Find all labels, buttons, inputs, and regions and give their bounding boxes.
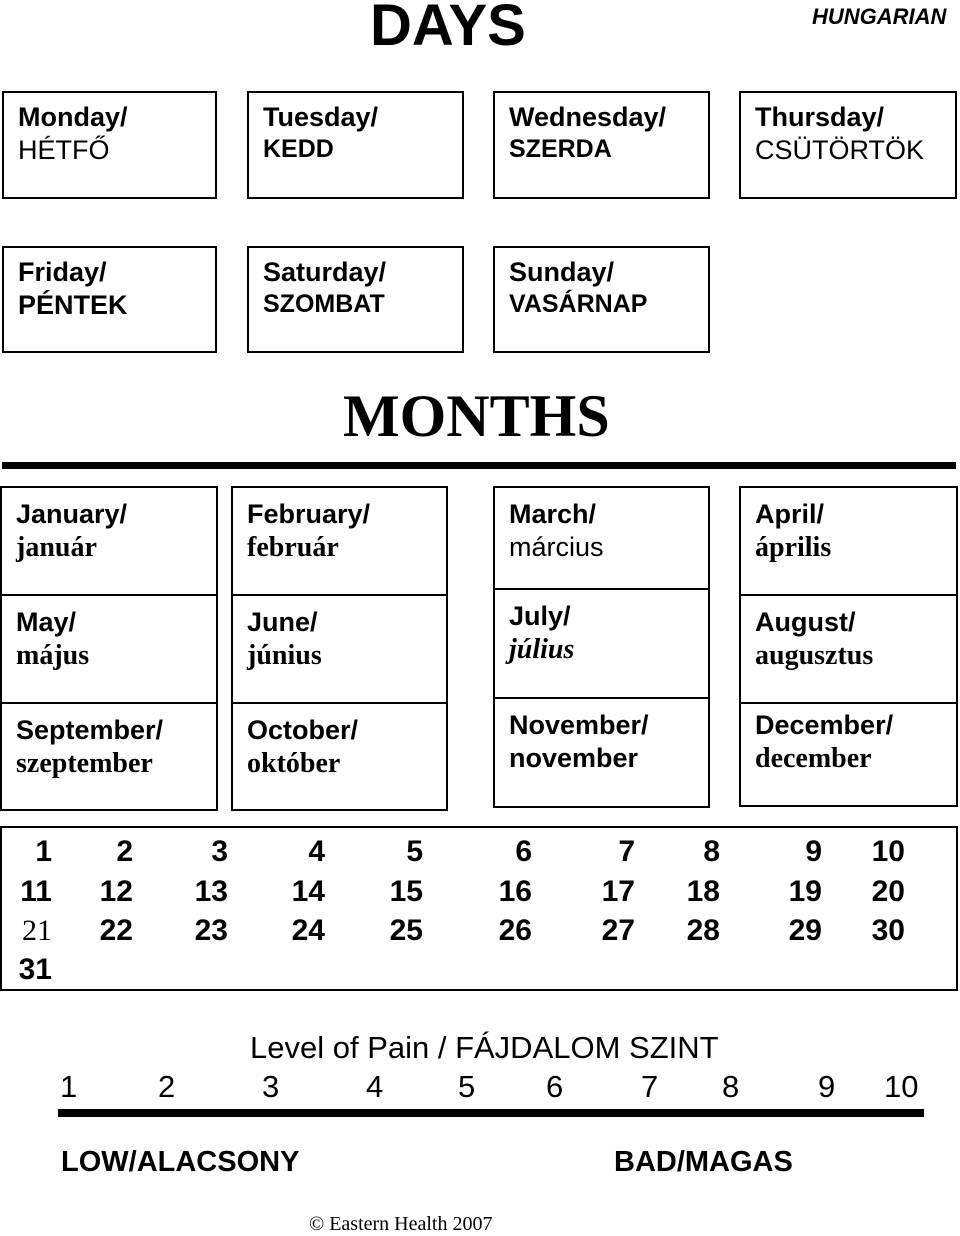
- date-number[interactable]: 6: [515, 835, 532, 868]
- pain-level-4[interactable]: 4: [366, 1069, 384, 1104]
- date-number[interactable]: 31: [18, 953, 52, 986]
- day-box-friday[interactable]: [2, 246, 217, 353]
- day-hu: HÉTFŐ: [18, 134, 110, 165]
- day-hu: SZOMBAT: [263, 289, 385, 318]
- month-cell-may[interactable]: [2, 596, 89, 673]
- pain-scale-bar: [58, 1109, 924, 1117]
- day-hu: SZERDA: [509, 134, 612, 163]
- pain-level-10[interactable]: 10: [884, 1069, 919, 1104]
- day-hu: KEDD: [263, 134, 334, 163]
- pain-scale-title: Level of Pain / FÁJDALOM SZINT: [250, 1030, 719, 1065]
- day-hu: PÉNTEK: [18, 289, 128, 320]
- month-en: February/: [247, 499, 371, 529]
- month-hu: március: [509, 531, 604, 562]
- month-cell-october[interactable]: [233, 704, 358, 781]
- pain-level-3[interactable]: 3: [262, 1069, 280, 1104]
- language-label: HUNGARIAN: [812, 4, 947, 29]
- date-number[interactable]: 17: [601, 875, 635, 908]
- date-number[interactable]: 8: [703, 835, 720, 868]
- date-number[interactable]: 19: [788, 875, 822, 908]
- date-number[interactable]: 3: [211, 835, 228, 868]
- date-number[interactable]: 1: [35, 835, 52, 868]
- pain-level-2[interactable]: 2: [158, 1069, 176, 1104]
- day-box-wednesday[interactable]: [493, 91, 710, 199]
- day-box-tuesday[interactable]: [247, 91, 464, 199]
- copyright-icon: ©: [309, 1213, 325, 1235]
- day-en: Monday/: [18, 102, 128, 132]
- month-en: December/: [755, 710, 894, 740]
- day-hu: VASÁRNAP: [509, 289, 648, 318]
- day-box-sunday[interactable]: [493, 246, 710, 353]
- date-number[interactable]: 21: [22, 914, 52, 947]
- date-number[interactable]: 2: [116, 835, 133, 868]
- date-number[interactable]: 9: [805, 835, 822, 868]
- months-title: MONTHS: [343, 383, 610, 449]
- date-number[interactable]: 24: [291, 914, 325, 947]
- month-en: July/: [509, 601, 571, 631]
- month-en: March/: [509, 499, 597, 529]
- month-hu: október: [247, 747, 341, 779]
- month-cell-august[interactable]: [741, 596, 873, 673]
- month-hu: május: [16, 639, 90, 671]
- pain-level-8[interactable]: 8: [722, 1069, 740, 1104]
- pain-level-6[interactable]: 6: [546, 1069, 564, 1104]
- pain-level-1[interactable]: 1: [60, 1069, 78, 1104]
- month-hu: július: [509, 633, 575, 665]
- date-number[interactable]: 18: [686, 875, 720, 908]
- date-number[interactable]: 30: [871, 914, 905, 947]
- date-number[interactable]: 11: [20, 875, 52, 908]
- pain-high-label: BAD/MAGAS: [614, 1146, 793, 1178]
- months-divider: [2, 462, 956, 469]
- month-cell-november[interactable]: [495, 699, 649, 775]
- date-number[interactable]: 10: [871, 835, 905, 868]
- month-cell-march[interactable]: [495, 488, 604, 564]
- month-hu: június: [247, 639, 322, 671]
- month-cell-september[interactable]: [2, 704, 163, 781]
- day-box-thursday[interactable]: [739, 91, 957, 199]
- pain-level-9[interactable]: 9: [818, 1069, 836, 1104]
- footer: [309, 1213, 492, 1236]
- date-number[interactable]: 29: [788, 914, 822, 947]
- footer-text: Eastern Health 2007: [329, 1213, 493, 1235]
- date-number[interactable]: 4: [308, 835, 325, 868]
- month-en: January/: [16, 499, 128, 529]
- date-number[interactable]: 28: [686, 914, 720, 947]
- month-en: October/: [247, 715, 359, 745]
- month-hu: szeptember: [16, 747, 153, 779]
- month-en: May/: [16, 607, 77, 637]
- date-number[interactable]: 7: [618, 835, 635, 868]
- pain-level-7[interactable]: 7: [641, 1069, 659, 1104]
- month-hu: december: [755, 742, 872, 774]
- date-number[interactable]: 27: [601, 914, 635, 947]
- date-number[interactable]: 15: [389, 875, 423, 908]
- month-hu: február: [247, 531, 339, 563]
- day-en: Wednesday/: [509, 102, 667, 132]
- day-hu: CSÜTÖRTÖK: [755, 134, 925, 165]
- date-number[interactable]: 16: [498, 875, 532, 908]
- month-hu: január: [16, 531, 97, 563]
- date-number[interactable]: 12: [99, 875, 133, 908]
- month-cell-april[interactable]: [741, 488, 831, 565]
- month-en: June/: [247, 607, 318, 637]
- month-cell-december[interactable]: [741, 699, 893, 776]
- month-hu: április: [755, 531, 832, 563]
- date-number[interactable]: 13: [194, 875, 228, 908]
- day-en: Sunday/: [509, 257, 615, 287]
- day-en: Thursday/: [755, 102, 885, 132]
- month-hu: augusztus: [755, 639, 874, 671]
- day-en: Saturday/: [263, 257, 387, 287]
- month-en: November/: [509, 710, 649, 740]
- pain-level-5[interactable]: 5: [458, 1069, 476, 1104]
- pain-low-label: LOW/ALACSONY: [61, 1146, 300, 1178]
- month-en: April/: [755, 499, 825, 529]
- date-number[interactable]: 22: [99, 914, 133, 947]
- day-box-saturday[interactable]: [247, 246, 464, 353]
- day-en: Friday/: [18, 257, 107, 287]
- month-cell-june[interactable]: [233, 596, 322, 673]
- date-number[interactable]: 5: [406, 835, 423, 868]
- month-cell-january[interactable]: [2, 488, 127, 565]
- day-en: Tuesday/: [263, 102, 379, 132]
- month-hu: november: [509, 742, 639, 773]
- date-number[interactable]: 26: [498, 914, 532, 947]
- date-number[interactable]: 23: [194, 914, 228, 947]
- date-number[interactable]: 20: [871, 875, 905, 908]
- month-cell-february[interactable]: [233, 488, 370, 565]
- month-en: August/: [755, 607, 856, 637]
- day-box-monday[interactable]: [2, 91, 217, 199]
- month-cell-july[interactable]: [495, 590, 574, 667]
- month-en: September/: [16, 715, 164, 745]
- date-number[interactable]: 25: [389, 914, 423, 947]
- page-title: DAYS: [370, 0, 526, 58]
- date-number[interactable]: 14: [291, 875, 325, 908]
